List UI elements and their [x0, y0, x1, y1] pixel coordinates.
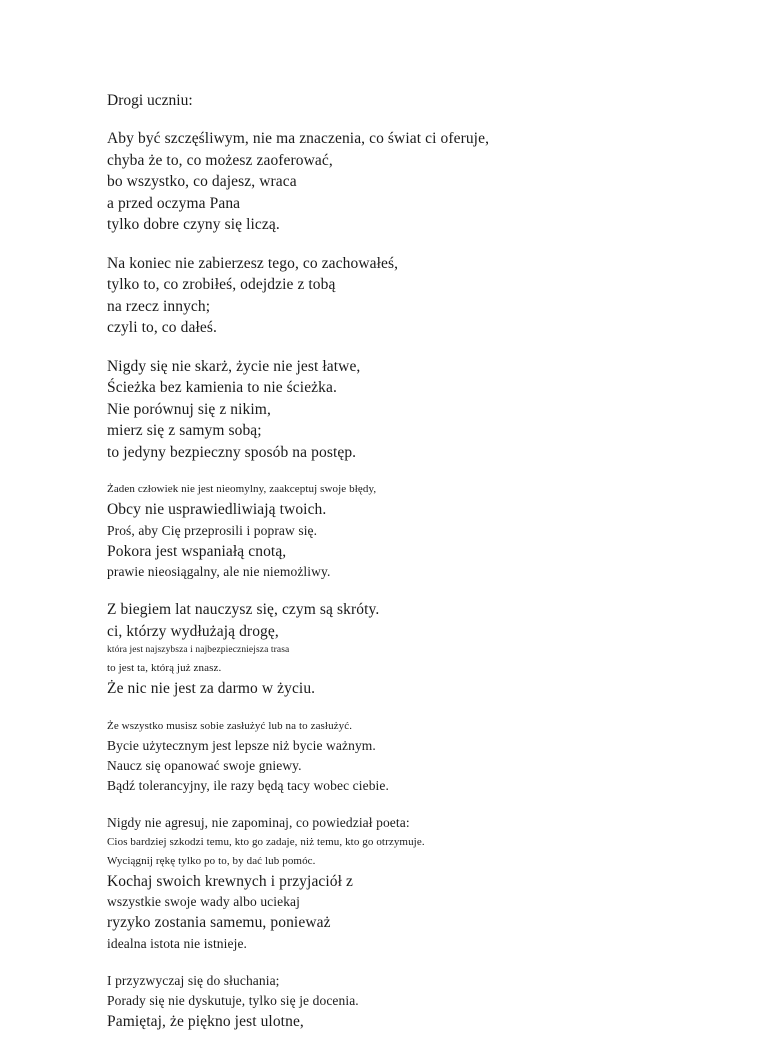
greeting: Drogi uczniu:	[107, 92, 193, 109]
stanza-1	[107, 128, 727, 236]
poem-line: prawie nieosiągalny, ale nie niemożliwy.	[107, 564, 331, 579]
poem-line: mierz się z samym sobą;	[107, 422, 262, 439]
poem-line: ci, którzy wydłużają drogę,	[107, 622, 279, 640]
poem-line: Że wszystko musisz sobie zasłużyć lub na to zasłużyć.	[107, 719, 353, 732]
stanza-4	[107, 480, 727, 582]
poem-line: Aby być szczęśliwym, nie ma znaczenia, co świat ci oferuje,	[107, 130, 490, 147]
poem-line: to jest ta, którą już znasz.	[107, 662, 222, 674]
letter-body	[107, 90, 727, 1047]
poem-line: to jedyny bezpieczny sposób na postęp.	[107, 443, 357, 461]
stanza-3	[107, 356, 727, 464]
stanza-7	[107, 813, 727, 954]
poem-line: Że nic nie jest za darmo w życiu.	[107, 680, 316, 697]
poem-line: Nigdy się nie skarż, życie nie jest łatwe,	[107, 357, 361, 375]
poem-line: Proś, aby Cię przeprosili i popraw się.	[107, 522, 318, 538]
stanza-8	[107, 971, 727, 1033]
poem-line: ryzyko zostania samemu, ponieważ	[107, 914, 331, 931]
stanza-2	[107, 253, 727, 339]
poem-line: Kochaj swoich krewnych i przyjaciół z	[107, 872, 354, 890]
poem-line: która jest najszybsza i najbezpieczniejsza trasa	[107, 645, 290, 655]
poem-line: Wyciągnij rękę tylko po to, by dać lub pomóc.	[107, 854, 316, 867]
poem-line: Obcy nie usprawiedliwiają twoich.	[107, 501, 327, 518]
poem-line: idealna istota nie istnieje.	[107, 935, 248, 951]
poem-line: Cios bardziej szkodzi temu, kto go zadaje, niż temu, kto go otrzymuje.	[107, 835, 425, 848]
poem-line: Bądź tolerancyjny, ile razy będą tacy wobec ciebie.	[107, 777, 389, 793]
poem-line: Pokora jest wspaniałą cnotą,	[107, 542, 287, 560]
poem-line: wszystkie swoje wady albo uciekaj	[107, 894, 300, 909]
poem-line: Ścieżka bez kamienia to nie ścieżka.	[107, 379, 337, 396]
poem-line: Żaden człowiek nie jest nieomylny, zaakceptuj swoje błędy,	[107, 483, 377, 495]
poem-line: Na koniec nie zabierzesz tego, co zachowałeś,	[107, 254, 399, 272]
poem-line: Bycie użytecznym jest lepsze niż bycie ważnym.	[107, 737, 376, 753]
stanza-5	[107, 599, 727, 700]
poem-line: Porady się nie dyskutuje, tylko się je docenia.	[107, 992, 359, 1008]
poem-line: I przyzwyczaj się do słuchania;	[107, 972, 280, 988]
poem-line: czyli to, co dałeś.	[107, 319, 217, 336]
poem-line: na rzecz innych;	[107, 297, 211, 315]
poem-line: a przed oczyma Pana	[107, 194, 241, 212]
poem-line: chyba że to, co możesz zaoferować,	[107, 151, 333, 169]
poem-line: tylko to, co zrobiłeś, odejdzie z tobą	[107, 276, 336, 293]
poem-line: Nie porównuj się z nikim,	[107, 400, 271, 418]
poem-line: Nigdy nie agresuj, nie zapominaj, co powiedział poeta:	[107, 814, 410, 830]
poem-line: Z biegiem lat nauczysz się, czym są skróty.	[107, 601, 380, 618]
poem-line: Pamiętaj, że piękno jest ulotne,	[107, 1012, 304, 1030]
stanza-6	[107, 717, 727, 796]
poem-line: Naucz się opanować swoje gniewy.	[107, 757, 302, 773]
poem-line: bo wszystko, co dajesz, wraca	[107, 173, 297, 190]
poem-line: tylko dobre czyny się liczą.	[107, 216, 280, 233]
